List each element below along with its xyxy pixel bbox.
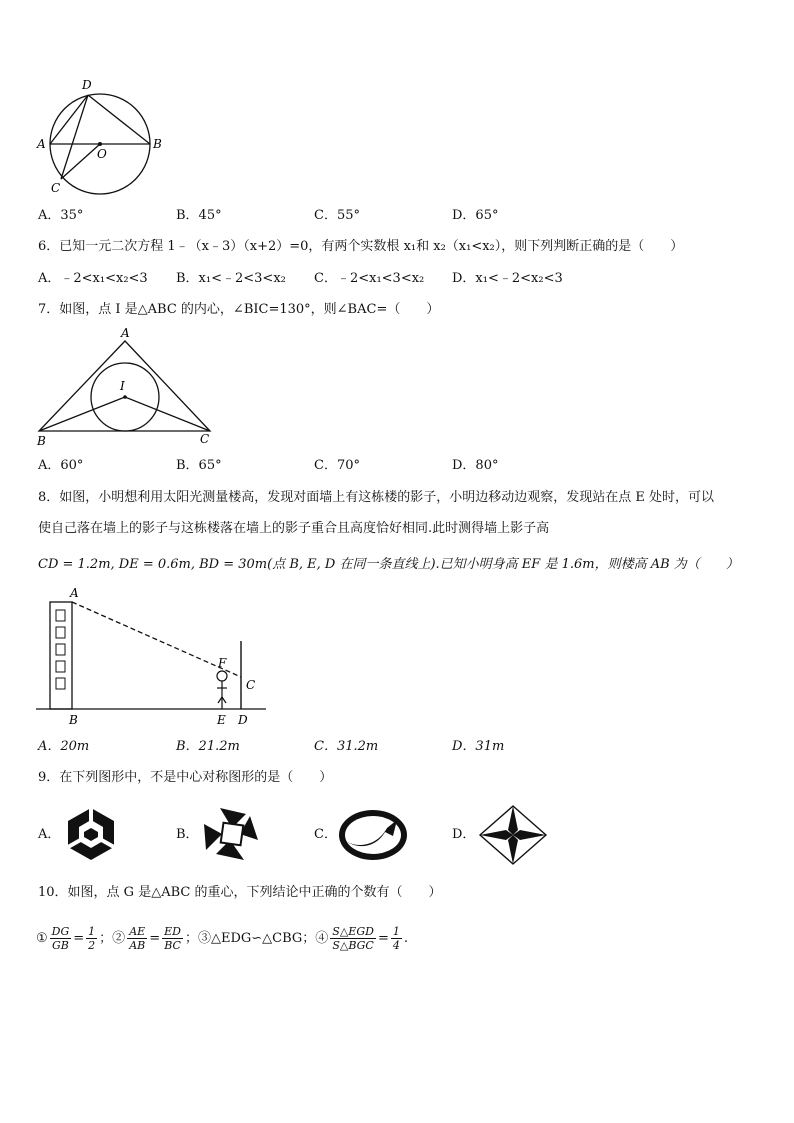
q7-label-b: B — [37, 434, 46, 447]
q7-label-c: C — [200, 432, 210, 446]
q8-option-c[interactable]: C．31.2m — [314, 739, 379, 754]
q6-option-d[interactable]: D．x₁<﹣2<x₂<3 — [452, 271, 563, 286]
q8-label-b: B — [69, 713, 78, 727]
q9-figure-c-ellipse-logo[interactable] — [337, 808, 409, 862]
q7-segment-ic — [125, 397, 210, 431]
q7-option-a[interactable]: A．60° — [38, 458, 84, 473]
q8-option-d[interactable]: D．31m — [452, 739, 505, 754]
q10-stem: 10．如图，点 G 是△ABC 的重心，下列结论中正确的个数有（ ） — [38, 885, 442, 900]
q8-building-window — [56, 627, 65, 638]
q10-c2-eq: = — [149, 931, 161, 946]
q5-label-d: D — [82, 78, 92, 92]
q10-c4-eq: = — [377, 931, 389, 946]
q8-building-window — [56, 661, 65, 672]
q7-triangle-figure — [34, 327, 219, 447]
q10-c4-rden: 4 — [392, 939, 400, 952]
q5-option-a[interactable]: A．35° — [38, 208, 84, 223]
q8-label-c: C — [246, 678, 256, 692]
q8-sun-ray-dashed — [72, 602, 241, 677]
q6-option-a[interactable]: A．﹣2<x₁<x₂<3 — [38, 271, 148, 286]
q10-c4-den: S△BGC — [332, 939, 374, 952]
q10-c4-rnum: 1 — [392, 925, 400, 938]
q7-option-b[interactable]: B．65° — [176, 458, 222, 473]
q5-label-a: A — [37, 137, 46, 151]
q9-option-b[interactable]: B． — [176, 827, 199, 842]
q9-option-a[interactable]: A． — [38, 827, 61, 842]
q7-option-d[interactable]: D．80° — [452, 458, 499, 473]
q5-label-o: O — [97, 147, 107, 161]
q9-figure-b-square-pinwheel[interactable] — [202, 806, 262, 862]
q9-option-c[interactable]: C． — [314, 827, 337, 842]
q9-stem: 9．在下列图形中，不是中心对称图形的是（ ） — [38, 770, 333, 785]
q10-c1-prefix: ① — [36, 931, 48, 946]
q8-option-b[interactable]: B．21.2m — [176, 739, 240, 754]
q8-building-window — [56, 644, 65, 655]
q10-c4-fraction-right — [391, 925, 402, 952]
q5-center-point — [98, 142, 102, 146]
q10-c1-fraction-right — [86, 925, 97, 952]
q8-label-f: F — [218, 656, 227, 670]
q8-person-leg — [222, 697, 226, 703]
q8-label-a: A — [70, 586, 79, 600]
q5-label-b: B — [153, 137, 162, 151]
q5-circle-figure — [34, 76, 169, 198]
q7-stem: 7．如图，点 I 是△ABC 的内心，∠BIC=130°，则∠BAC=（ ） — [38, 302, 440, 317]
q6-stem: 6．已知一元二次方程 1﹣（x﹣3）（x+2）=0，有两个实数根 x₁和 x₂（x₁<x₂），则下列判断正确的是（ ） — [38, 239, 684, 254]
q10-c1-eq: = — [73, 931, 85, 946]
q10-c2-den: AB — [129, 939, 146, 952]
q10-c1-num: DG — [51, 925, 70, 938]
q10-c2-fraction-right — [162, 925, 183, 952]
q10-sep2: ；③△EDG∽△CBG；④ — [184, 931, 329, 946]
q8-stem-line2: 使自己落在墙上的影子与这栋楼落在墙上的影子重合且高度恰好相同.此时测得墙上影子高 — [38, 521, 550, 536]
q7-label-a: A — [121, 327, 130, 340]
q9-option-d[interactable]: D． — [452, 827, 476, 842]
q10-c4-num: S△EGD — [332, 925, 374, 938]
q7-label-i: I — [120, 379, 125, 393]
q5-label-c: C — [51, 181, 61, 195]
q10-c1-den: GB — [52, 939, 69, 952]
q5-chord-db — [88, 95, 150, 144]
q10-c2-num: AE — [127, 925, 147, 939]
q8-stem-line3: CD = 1.2m, DE = 0.6m, BD = 30m(点 B, E, D 在同一条直线上).已知小明身高 EF 是 1.6m，则楼高 AB 为（ ） — [38, 557, 739, 572]
q8-label-e: E — [217, 713, 226, 727]
q5-option-b[interactable]: B．45° — [176, 208, 222, 223]
q6-option-c[interactable]: C．﹣2<x₁<3<x₂ — [314, 271, 425, 286]
q9-figure-a-hexagon-swirl[interactable] — [64, 806, 118, 862]
q8-person-head — [217, 671, 227, 681]
q10-c2-fraction-left — [127, 925, 147, 952]
q8-stem-line1: 8．如图，小明想利用太阳光测量楼高，发现对面墙上有这栋楼的影子，小明边移动边观察，发现站在点 E 处时，可以 — [38, 490, 715, 505]
q10-c1-rnum: 1 — [88, 925, 96, 938]
q10-c2-rden: BC — [164, 939, 181, 952]
q10-end: . — [403, 931, 408, 946]
q5-option-c[interactable]: C．55° — [314, 208, 360, 223]
q8-building-window — [56, 678, 65, 689]
q8-option-a[interactable]: A．20m — [38, 739, 90, 754]
q10-c1-fraction-left — [50, 925, 72, 952]
q7-option-c[interactable]: C．70° — [314, 458, 360, 473]
q9-figure-d-diamond-windmill[interactable] — [478, 804, 548, 866]
q8-building-figure — [34, 585, 274, 727]
q10-c1-rden: 2 — [88, 939, 96, 952]
q8-label-d: D — [238, 713, 248, 727]
q10-sep1: ；② — [99, 931, 126, 946]
q8-building-window — [56, 610, 65, 621]
q10-c4-fraction-left — [330, 925, 376, 952]
q10-c2-rnum: ED — [164, 925, 181, 938]
q5-option-d[interactable]: D．65° — [452, 208, 499, 223]
q7-segment-ib — [39, 397, 125, 431]
q10-conclusions — [36, 917, 408, 961]
q7-incenter-point — [123, 395, 127, 399]
q6-option-b[interactable]: B．x₁<﹣2<3<x₂ — [176, 271, 286, 286]
